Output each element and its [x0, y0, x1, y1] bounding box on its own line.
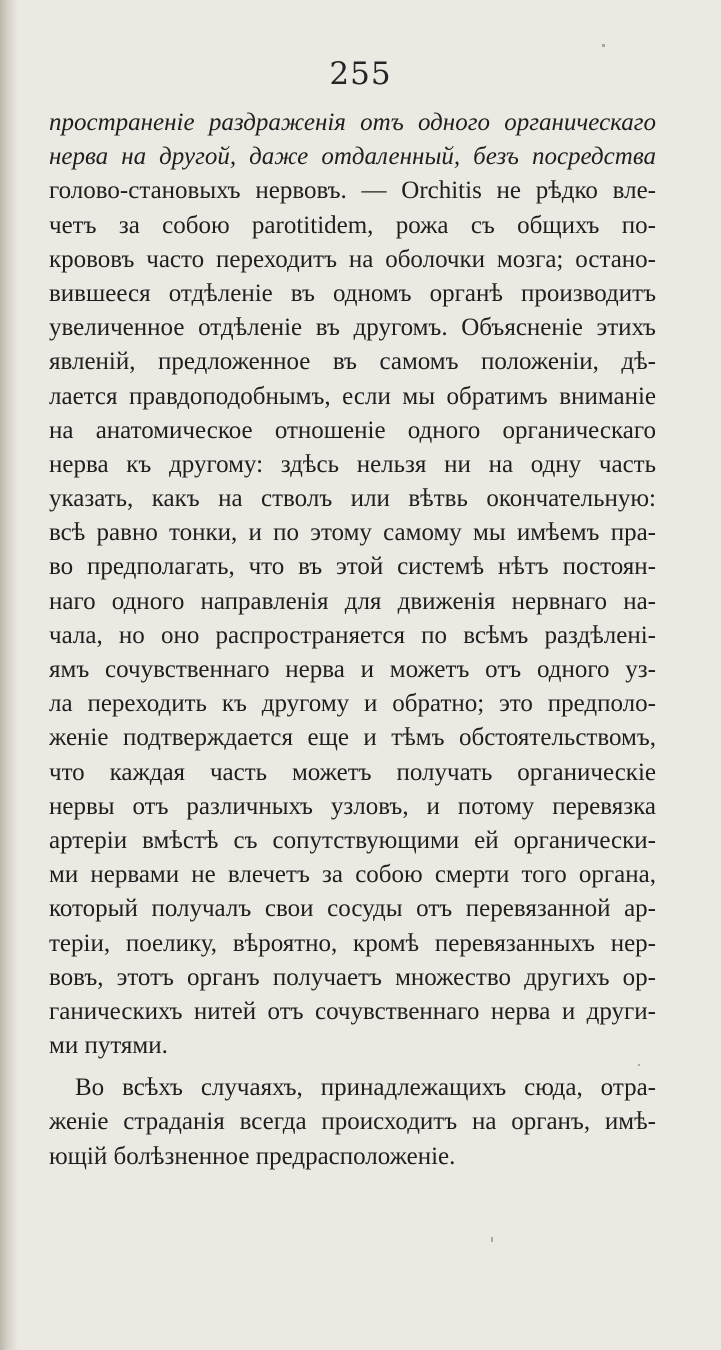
text-line: ла переходить къ другому и обратно; это предполо-	[49, 690, 656, 718]
text-line: артеріи вмѣстѣ съ сопутствующими ей органически-	[49, 826, 656, 854]
text-line: на анатомическое отношеніе одного органическаго	[49, 416, 656, 444]
body-text	[49, 106, 656, 1174]
text-line: ямъ сочувственнаго нерва и можетъ отъ одного уз-	[49, 656, 656, 683]
text-line: голово-становыхъ нервовъ. — Orchitis не рѣдко вле-	[49, 177, 656, 205]
text-line: ми путями.	[49, 1032, 168, 1060]
paper-speck	[491, 1237, 493, 1242]
text-line: чала, но оно распространяется по всѣмъ раздѣлені-	[49, 621, 656, 649]
text-line: теріи, поелику, вѣроятно, кромѣ перевязанныхъ нер-	[49, 929, 656, 957]
text-line: увеличенное отдѣленіе въ другомъ. Объясненіе этихъ	[49, 314, 656, 342]
text-line: указать, какъ на стволъ или вѣтвь окончательную:	[49, 485, 656, 513]
text-line: Во всѣхъ случаяхъ, принадлежащихъ сюда, отра-	[75, 1074, 656, 1102]
text-line: наго одного направленія для движенія нервнаго на-	[49, 587, 656, 615]
text-line: нерва къ другому: здѣсь нельзя ни на одну часть	[49, 450, 656, 478]
text-line: явленій, предложенное въ самомъ положеніи, дѣ-	[49, 348, 656, 376]
page-edge-shadow	[0, 0, 18, 1350]
paragraph-1	[49, 106, 656, 1063]
text-line: пространенie раздраженія отъ одного органическаго	[49, 109, 656, 136]
paragraph-spacer	[49, 1063, 656, 1071]
paper-speck	[638, 1064, 640, 1066]
text-line: всѣ равно тонки, и по этому самому мы имѣемъ пра-	[49, 519, 656, 547]
text-line: во предполагать, что въ этой системѣ нѣтъ постоян-	[49, 553, 656, 581]
text-line: четъ за собою parotitidem, рожа съ общихъ по-	[49, 211, 656, 239]
text-line: лается правдоподобнымъ, если мы обратимъ вниманіе	[49, 382, 656, 410]
text-line: вившееся отдѣленіе въ одномъ органѣ производитъ	[49, 279, 656, 307]
text-line: ющій болѣзненное предрасположеніе.	[49, 1142, 456, 1170]
text-line: нерва на другой, даже отдаленный, безъ посредства	[49, 143, 656, 171]
paper-speck	[602, 44, 605, 47]
text-line: ганическихъ нитей отъ сочувственнаго нерва и други-	[49, 997, 656, 1025]
text-line: нервы отъ различныхъ узловъ, и потому перевязка	[49, 792, 656, 820]
text-line: женіе страданія всегда происходитъ на органъ, имѣ-	[49, 1108, 656, 1136]
text-line: женіе подтверждается еще и тѣмъ обстоятельствомъ,	[49, 724, 656, 752]
text-line: вовъ, этотъ органъ получаетъ множество другихъ ор-	[49, 963, 656, 991]
text-line: крововъ часто переходитъ на оболочки мозга; остано-	[49, 245, 656, 273]
text-line: который получалъ свои сосуды отъ перевязанной ар-	[49, 895, 656, 923]
text-line: что каждая часть можетъ получать органическіе	[49, 758, 656, 786]
paragraph-2	[49, 1071, 656, 1174]
page-number: 255	[329, 56, 392, 92]
text-line: ми нервами не влечетъ за собою смерти того органа,	[49, 861, 656, 889]
